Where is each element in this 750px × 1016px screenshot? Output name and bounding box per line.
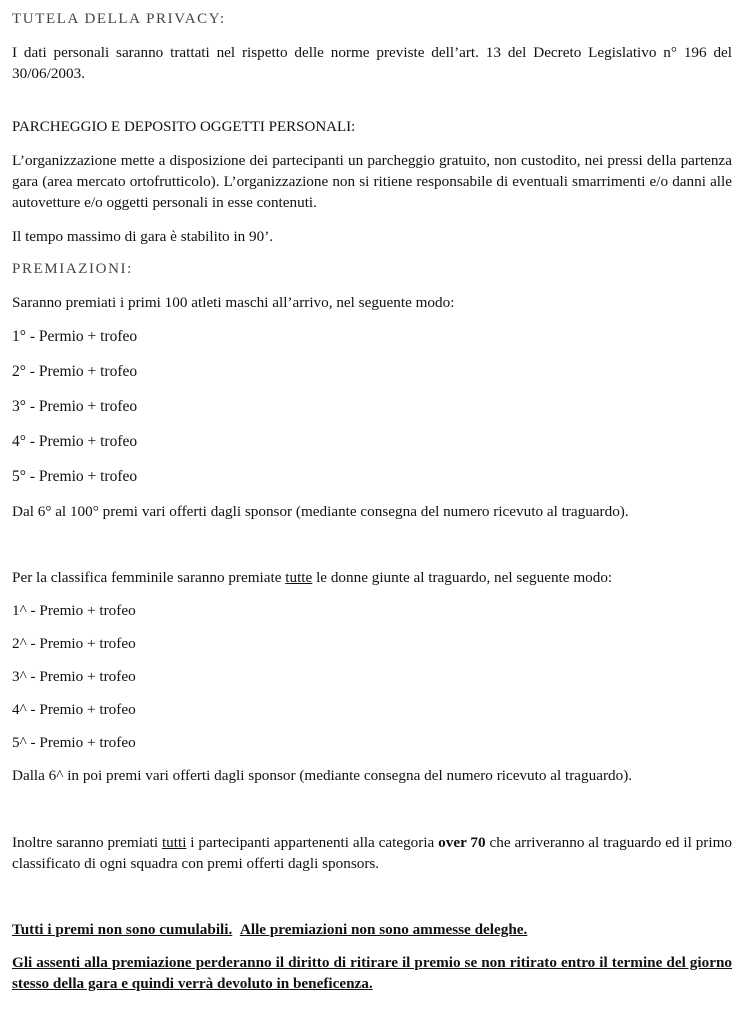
men-others-text: Dal 6° al 100° premi vari offerti dagli sponsor (mediante consegna del numero ricevuto al traguardo). (12, 503, 629, 520)
men-row: 5° - Premio + trofeo (12, 468, 138, 485)
over70-post: che arriveranno al traguardo ed il primo classificato di ogni squadra con premi offerti dagli sponsors. (12, 834, 732, 872)
over70-category: over 70 (438, 834, 486, 851)
women-row: 5^ - Premio + trofeo (12, 734, 136, 751)
men-row: 4° - Premio + trofeo (12, 433, 138, 450)
absent-note: Gli assenti alla premiazione perderanno il diritto di ritirare il premio se non ritirato entro il termine del giorno stesso della gara e quindi verrà devoluto in beneficenza. (12, 954, 732, 992)
time-limit-text: Il tempo massimo di gara è stabilito in 90’. (12, 228, 274, 245)
women-row: 3^ - Premio + trofeo (12, 668, 136, 685)
women-row: 4^ - Premio + trofeo (12, 701, 136, 718)
women-intro-emphasis: tutte (285, 569, 313, 586)
over70-pre: Inoltre saranno premiati (12, 834, 162, 851)
parking-heading: PARCHEGGIO E DEPOSITO OGGETTI PERSONALI: (12, 119, 356, 135)
privacy-text: I dati personali saranno trattati nel rispetto delle norme previste dell’art. 13 del Decreto Legislativo n° 196 del 30/06/2003. (12, 44, 732, 82)
awards-heading: PREMIAZIONI: (12, 261, 133, 277)
men-row: 1° - Permio + trofeo (12, 328, 138, 345)
parking-text: L’organizzazione mette a disposizione dei partecipanti un parcheggio gratuito, non custodito, nei pressi della partenza gara (area mercato ortofrutticolo). L’organizzazione non si ritiene responsabile di eventuali smarrimenti e/o danni alle autovetture e/o oggetti personali in esse contenuti. (12, 152, 732, 211)
men-intro: Saranno premiati i primi 100 atleti maschi all’arrivo, nel seguente modo: (12, 294, 455, 311)
over70-mid: i partecipanti appartenenti alla categoria (186, 834, 439, 851)
over70-emphasis: tutti (161, 834, 187, 851)
privacy-heading: TUTELA DELLA PRIVACY: (12, 11, 226, 27)
men-row: 2° - Premio + trofeo (12, 363, 138, 380)
men-row: 3° - Premio + trofeo (12, 398, 138, 415)
cumulative-note (12, 919, 732, 940)
women-intro-pre: Per la classifica femminile saranno premiate (12, 569, 286, 586)
over70-text (12, 832, 732, 874)
women-row: 1^ - Premio + trofeo (12, 602, 136, 619)
women-intro (12, 567, 732, 588)
women-intro-post: le donne giunte al traguardo, nel seguente modo: (312, 569, 613, 586)
women-others-text: Dalla 6^ in poi premi vari offerti dagli sponsor (mediante consegna del numero ricevuto al traguardo). (12, 767, 633, 784)
women-row: 2^ - Premio + trofeo (12, 635, 136, 652)
not-cumulative-text: Tutti i premi non sono cumulabili. (12, 921, 233, 938)
no-delegation-text: Alle premiazioni non sono ammesse deleghe. (239, 921, 528, 938)
